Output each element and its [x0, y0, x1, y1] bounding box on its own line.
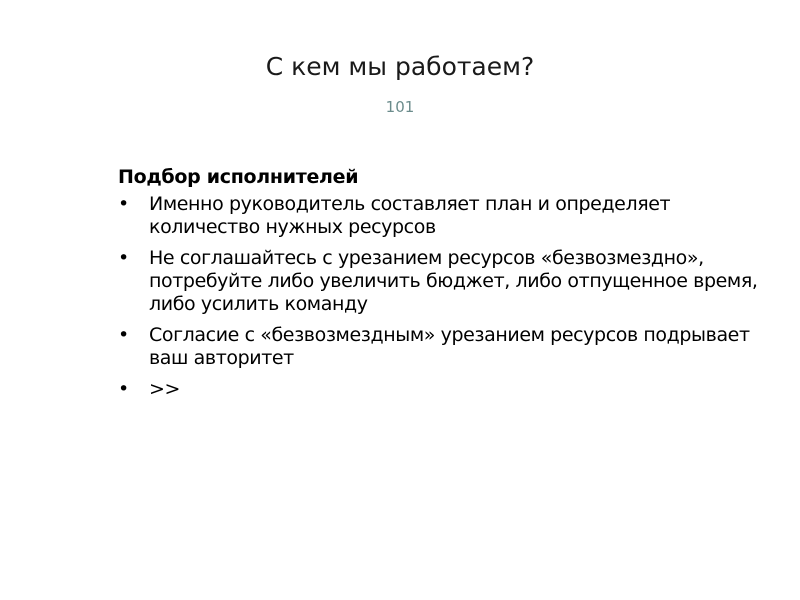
bullet-text: Именно руководитель составляет план и определяет количество нужных ресурсов	[149, 193, 671, 238]
bullet-item	[118, 247, 758, 316]
slide-content	[118, 165, 758, 409]
bullet-icon: •	[118, 324, 129, 346]
bullet-icon: •	[118, 247, 129, 269]
slide-number: 101	[385, 98, 415, 116]
bullet-text: Не соглашайтесь с урезанием ресурсов «безвозмездно», потребуйте либо увеличить бюджет, либо отпущенное время, либо усилить команду	[149, 247, 758, 315]
bullet-icon: •	[118, 378, 129, 400]
bullet-item	[118, 378, 758, 401]
bullet-item	[118, 324, 758, 370]
section-heading: Подбор исполнителей	[118, 166, 359, 188]
bullet-text: Согласие с «безвозмездным» урезанием ресурсов подрывает ваш авторитет	[149, 324, 750, 369]
slide-title: С кем мы работаем?	[265, 52, 535, 81]
bullet-item	[118, 193, 758, 239]
bullet-text: >>	[149, 378, 181, 400]
bullet-list	[118, 193, 758, 401]
bullet-icon: •	[118, 193, 129, 215]
